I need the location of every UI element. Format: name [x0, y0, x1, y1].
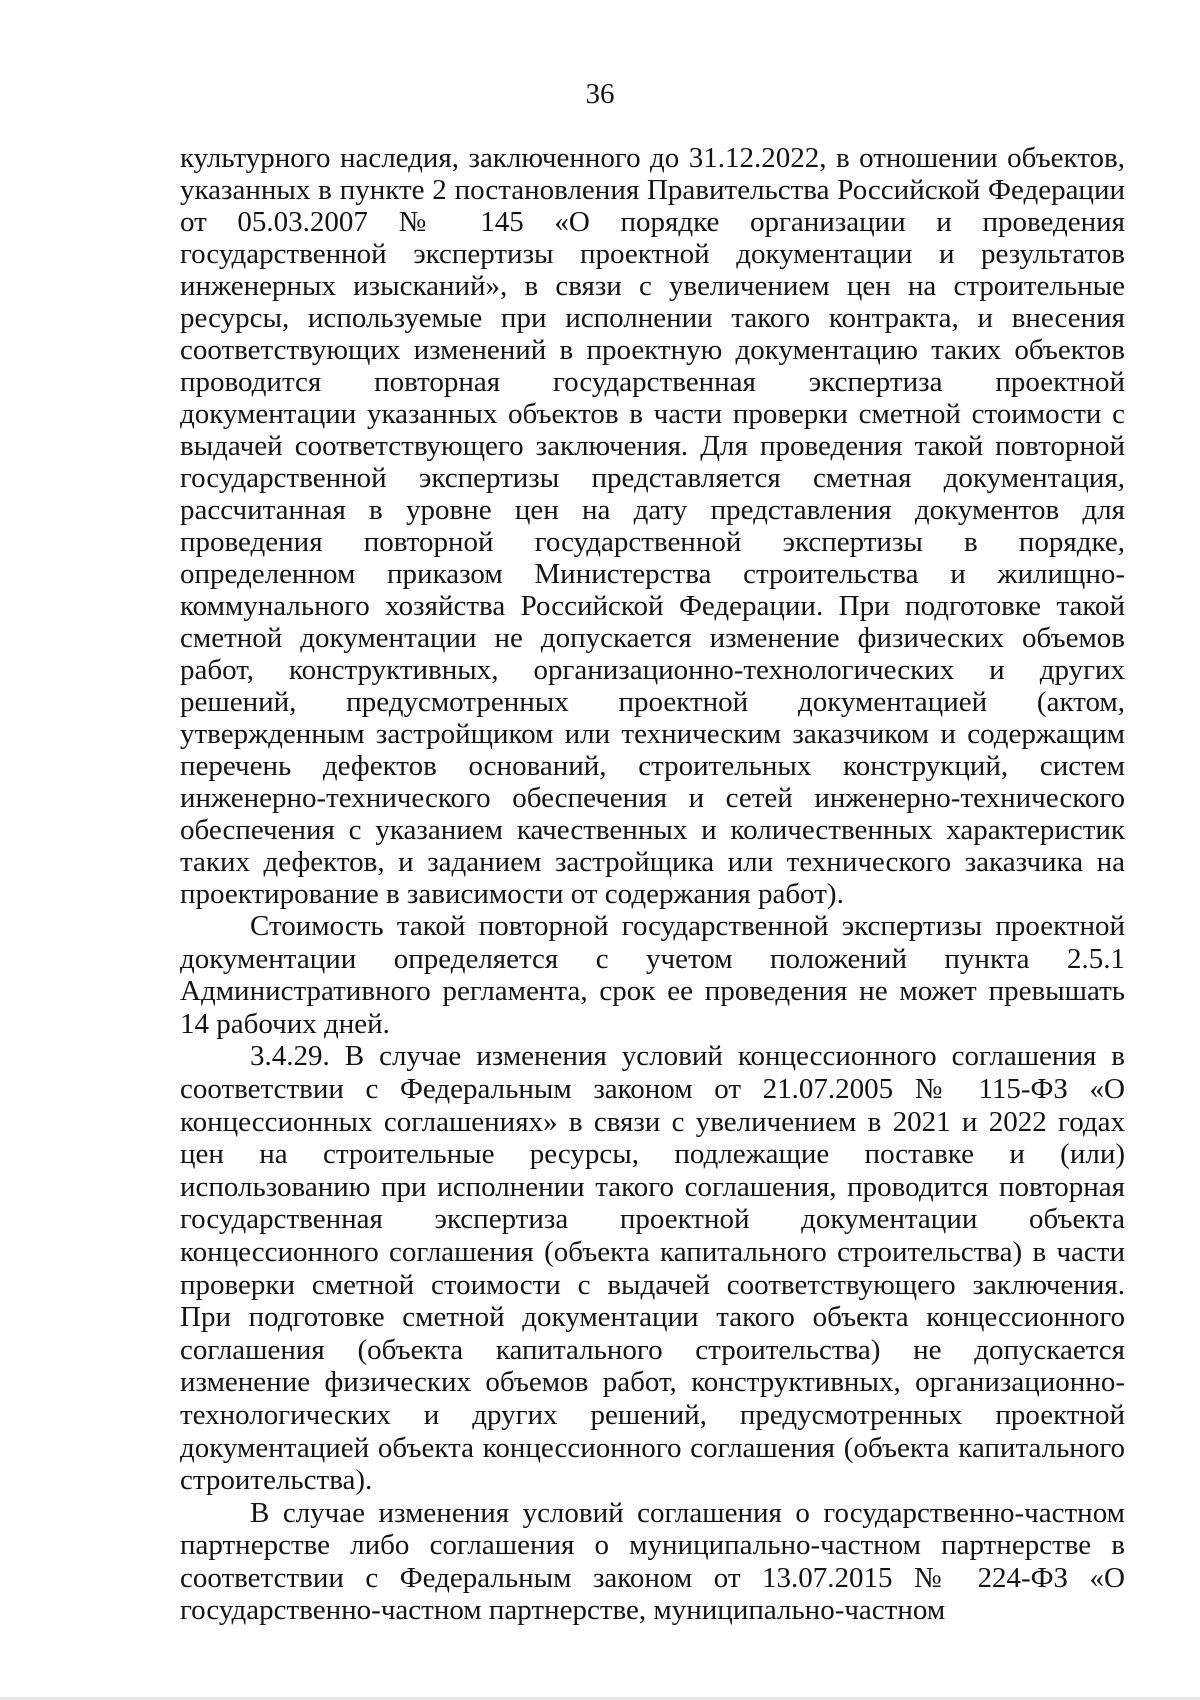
- document-body: [180, 142, 1125, 1627]
- paragraph-continuation: культурного наследия, заключенного до 31.12.2022, в отношении объектов, указанных в пункте 2 постановления Правительства Российской Федерации от 05.03.2007 № 145 «О порядке организации и проведения государственной экспертизы проектной документации и результатов инженерных изысканий», в связи с увеличением цен на строительные ресурсы, используемые при исполнении такого контракта, и внесения соответствующих изменений в проектную документацию таких объектов проводится повторная государственная экспертиза проектной документации указанных объектов в части проверки сметной стоимости с выдачей соответствующего заключения. Для проведения такой повторной государственной экспертизы представляется сметная документация, рассчитанная в уровне цен на дату представления документов для проведения повторной государственной экспертизы в порядке, определенном приказом Министерства строительства и жилищно-коммунального хозяйства Российской Федерации. При подготовке такой сметной документации не допускается изменение физических объемов работ, конструктивных, организационно-технологических и других решений, предусмотренных проектной документацией (актом, утвержденным застройщиком или техническим заказчиком и содержащим перечень дефектов оснований, строительных конструкций, систем инженерно-технического обеспечения и сетей инженерно-технического обеспечения с указанием качественных и количественных характеристик таких дефектов, и заданием застройщика или технического заказчика на проектирование в зависимости от содержания работ).: [180, 142, 1125, 910]
- paragraph-cost-and-term: Стоимость такой повторной государственной экспертизы проектной документации определяется с учетом положений пункта 2.5.1 Административного регламента, срок ее проведения не может превышать 14 рабочих дней.: [180, 910, 1125, 1040]
- page-number: 36: [585, 78, 615, 110]
- paragraph-public-private-partnership: В случае изменения условий соглашения о государственно-частном партнерстве либо соглашения о муниципально-частном партнерстве в соответствии с Федеральным законом от 13.07.2015 № 224-ФЗ «О государственно-частном партнерстве, муниципально-частном: [180, 1496, 1125, 1627]
- paragraph-3-4-29: 3.4.29. В случае изменения условий концессионного соглашения в соответствии с Федеральным законом от 21.07.2005 № 115-ФЗ «О концессионных соглашениях» в связи с увеличением в 2021 и 2022 годах цен на строительные ресурсы, подлежащие поставке и (или) использованию при исполнении такого соглашения, проводится повторная государственная экспертиза проектной документации объекта концессионного соглашения (объекта капитального строительства) в части проверки сметной стоимости с выдачей соответствующего заключения. При подготовке сметной документации такого объекта концессионного соглашения (объекта капитального строительства) не допускается изменение физических объемов работ, конструктивных, организационно-технологических и других решений, предусмотренных проектной документацией объекта концессионного соглашения (объекта капитального строительства).: [180, 1040, 1125, 1497]
